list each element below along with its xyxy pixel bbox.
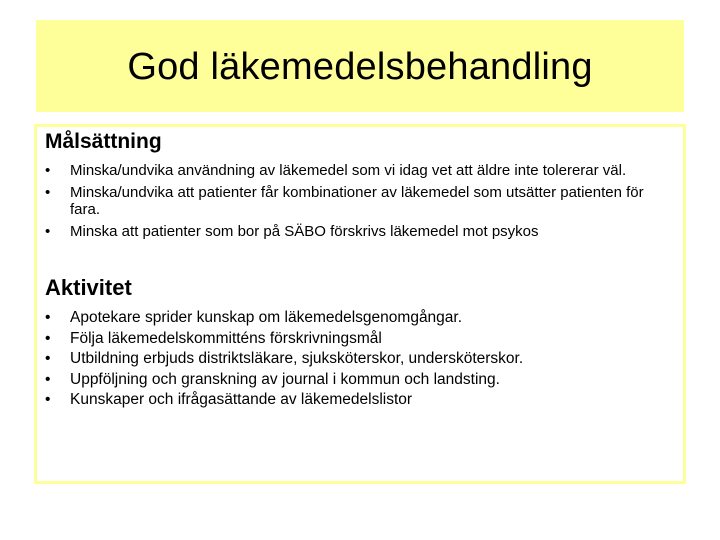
bullet-icon: • — [45, 391, 51, 408]
bullet-icon: • — [45, 350, 51, 367]
activities-list — [45, 308, 665, 411]
list-item — [45, 370, 665, 389]
page-title: God läkemedelsbehandling — [127, 46, 593, 88]
content-panel — [34, 124, 686, 484]
list-item — [45, 390, 665, 409]
bullet-icon: • — [45, 329, 51, 347]
bullet-icon: • — [45, 309, 51, 326]
list-item — [45, 223, 665, 240]
list-item — [45, 308, 665, 327]
list-item-text: Minska/undvika användning av läkemedel som vi idag vet att äldre inte tolererar väl. — [70, 162, 627, 179]
list-item-text: Utbildning erbjuds distriktsläkare, sjuksköterskor, undersköterskor. — [70, 350, 524, 367]
list-item-text: Minska/undvika att patienter får kombinationer av läkemedel som utsätter patienten för fara. — [70, 184, 644, 218]
section-heading-activities: Aktivitet — [45, 275, 132, 300]
list-item-text: Kunskaper och ifrågasättande av läkemedelslistor — [70, 391, 413, 408]
bullet-icon: • — [45, 184, 51, 201]
section-heading-goals: Målsättning — [45, 130, 162, 153]
title-banner — [36, 20, 684, 112]
list-item — [45, 349, 665, 368]
bullet-icon: • — [45, 162, 51, 179]
list-item — [45, 162, 665, 179]
bullet-icon: • — [45, 223, 51, 240]
goals-list — [45, 162, 665, 245]
list-item-text: Uppföljning och granskning av journal i kommun och landsting. — [70, 370, 500, 388]
list-item-text: Apotekare sprider kunskap om läkemedelsgenomgångar. — [70, 309, 463, 326]
list-item-text: Följa läkemedelskommitténs förskrivningsmål — [70, 329, 382, 347]
list-item — [45, 329, 665, 348]
list-item — [45, 184, 665, 218]
list-item-text: Minska att patienter som bor på SÄBO förskrivs läkemedel mot psykos — [70, 223, 539, 240]
bullet-icon: • — [45, 370, 51, 388]
